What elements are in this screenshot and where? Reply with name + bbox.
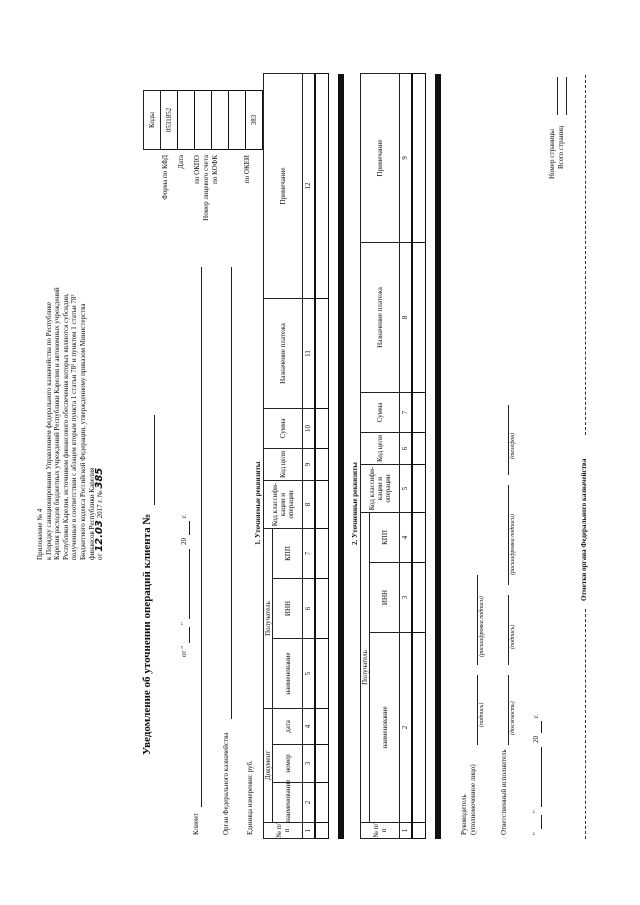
client-field[interactable] (201, 267, 202, 807)
code-label-date: Дата (177, 155, 185, 169)
treasury-field[interactable] (231, 267, 232, 719)
t1-h-kosgu: Код классифи-кации и операции (264, 481, 303, 529)
code-kfd[interactable]: 0531852 (161, 91, 178, 150)
t2-cell[interactable] (412, 633, 426, 823)
head-label: Руководитель (460, 794, 468, 835)
t1-cell[interactable] (315, 529, 329, 579)
t2-colnum: 1 (400, 823, 412, 839)
executor-dolzhnost-caption: (должность) (510, 701, 516, 735)
head-name-line[interactable] (477, 575, 478, 665)
t1-h-document: Документ (264, 709, 273, 823)
t1-h-doc-date: дата (273, 709, 303, 745)
appendix-line: полученные в соответствии с абзацем вторым пункта 1 статьи 78¹ и пунктом 1 статьи 78² (70, 294, 79, 560)
t1-h-purpose: Назначение платежа (264, 299, 303, 409)
total-pages-label: Всего страниц (557, 125, 565, 169)
marks-dash-left (585, 609, 586, 839)
codes-header: Коды (144, 91, 161, 150)
head-sublabel: (уполномоченное лицо) (469, 764, 477, 835)
executor-podpis-caption: (подпись) (510, 624, 516, 649)
t1-colnum: 2 (303, 783, 315, 823)
t2-cell[interactable] (412, 465, 426, 513)
t1-h-sum: Сумма (264, 409, 303, 449)
date-day-line (189, 627, 190, 643)
t2-cell[interactable] (412, 243, 426, 393)
t2-h-num: № п/п (361, 823, 400, 839)
total-pages-line[interactable] (566, 77, 567, 115)
code-label-account: Номер лицевого счета (202, 155, 210, 221)
t2-colnum: 3 (400, 563, 412, 633)
t1-h-num: № п/п (264, 823, 303, 839)
appendix-line: финансов Республики Карелия (87, 467, 96, 560)
sign-date-year-line[interactable] (541, 721, 542, 733)
t1-cell[interactable] (315, 409, 329, 449)
t2-h-kosgu: Код классифи-кации и операции (361, 465, 400, 513)
t2-h-rec-name: наименование (370, 633, 400, 823)
sign-date-g: г. (532, 714, 540, 718)
t1-colnum: 8 (303, 481, 315, 529)
t2-colnum: 5 (400, 465, 412, 513)
date-year: 20 (180, 538, 188, 545)
t1-h-rec-name: наименование (273, 639, 303, 709)
code-label-kofk: по КОФК (211, 155, 219, 184)
t1-cell[interactable] (315, 74, 329, 299)
head-podpis-caption: (подпись) (479, 702, 485, 727)
page-number-label: Номер страницы (548, 128, 556, 179)
t1-cell[interactable] (315, 709, 329, 745)
executor-signature-line[interactable] (508, 595, 509, 665)
table2-bold-rule (435, 74, 441, 839)
document-title: Уведомление об уточнении операций клиента № (141, 513, 153, 755)
date-quote: " (180, 622, 188, 625)
order-from: от (96, 553, 105, 560)
code-label-kfd: Форма по КФД (161, 155, 169, 200)
head-rasshifrovka-caption: (расшифровка подписи) (479, 596, 485, 657)
marks-dash-right (585, 75, 586, 435)
appendix-line: Республики Карелия, источником финансового обеспечения которых являются субсидии, (61, 293, 70, 560)
code-kofk[interactable] (212, 91, 229, 150)
code-okei[interactable]: 383 (246, 91, 263, 150)
t2-h-note: Примечание (361, 74, 400, 243)
code-label-okei: по ОКЕИ (243, 155, 251, 184)
code-okpo[interactable] (195, 91, 212, 150)
t2-cell[interactable] (412, 513, 426, 563)
table1-caption: 1. Уточняемые реквизиты (254, 461, 262, 545)
t1-colnum: 3 (303, 745, 315, 783)
t2-cell[interactable] (412, 823, 426, 839)
appendix-line: Карелия расходов бюджетных учреждений Республики Карелия и автономных учреждений (53, 287, 62, 560)
t2-colnum: 6 (400, 433, 412, 465)
t1-cell[interactable] (315, 823, 329, 839)
t1-cell[interactable] (315, 481, 329, 529)
t2-cell[interactable] (412, 74, 426, 243)
t2-h-purpose: Назначение платежа (361, 243, 400, 393)
appendix-header (36, 260, 105, 560)
t1-h-goal: Код цели (264, 449, 303, 481)
appendix-line: к Порядку санкционирования Управлением федерального казначейства по Республике (44, 302, 53, 560)
t1-cell[interactable] (315, 783, 329, 823)
treasury-label: Орган Федерального казначейства (222, 732, 230, 835)
t1-h-inn: ИНН (273, 579, 303, 639)
client-label: Клиент (192, 813, 200, 835)
date-ot: от " (180, 645, 188, 657)
t1-cell[interactable] (315, 579, 329, 639)
table1-bold-rule (338, 74, 344, 839)
table2 (360, 73, 426, 839)
executor-phone-line[interactable] (508, 405, 509, 475)
t1-colnum: 6 (303, 579, 315, 639)
sign-date-day-line[interactable] (541, 815, 542, 829)
t1-h-doc-number: номер (273, 745, 303, 783)
t2-cell[interactable] (412, 563, 426, 633)
t1-colnum: 12 (303, 74, 315, 299)
t2-h-inn: ИНН (370, 563, 400, 633)
t2-colnum: 2 (400, 633, 412, 823)
date-month-line (189, 549, 190, 619)
order-date-handwritten: 12.03 (94, 520, 106, 552)
appendix-line: Бюджетного кодекса Российской Федерации, утвержденному приказом Министерства (78, 303, 87, 560)
unit-label: Единица измерения: руб. (246, 760, 254, 835)
appendix-line: Приложение № 4 (36, 508, 44, 560)
executor-rasshifrovka-caption: (расшифровка подписи) (510, 514, 516, 575)
sign-date-month-line[interactable] (541, 747, 542, 807)
t1-cell[interactable] (315, 299, 329, 409)
t1-colnum: 7 (303, 529, 315, 579)
table1 (263, 73, 329, 839)
t2-colnum: 4 (400, 513, 412, 563)
executor-name-line[interactable] (508, 485, 509, 585)
order-line (96, 260, 105, 560)
t2-h-kpp: КПП (370, 513, 400, 563)
t1-colnum: 5 (303, 639, 315, 709)
executor-position-line[interactable] (508, 675, 509, 745)
date-g: г. (180, 514, 188, 518)
title-number-line (154, 415, 155, 505)
t1-h-recipient: Получатель (264, 529, 273, 709)
code-label-okpo: по ОКПО (193, 155, 201, 184)
t1-colnum: 11 (303, 299, 315, 409)
t1-colnum: 4 (303, 709, 315, 745)
t1-cell[interactable] (315, 449, 329, 481)
t1-colnum: 1 (303, 823, 315, 839)
code-date[interactable] (178, 91, 195, 150)
t2-cell[interactable] (412, 433, 426, 465)
t2-colnum: 8 (400, 243, 412, 393)
t2-h-sum: Сумма (361, 393, 400, 433)
t2-h-goal: Код цели (361, 433, 400, 465)
t1-colnum: 10 (303, 409, 315, 449)
sign-date-quote-close: " (532, 810, 540, 813)
t1-h-kpp: КПП (273, 529, 303, 579)
code-empty[interactable] (229, 91, 246, 150)
order-year: 2017 г. № (96, 490, 105, 519)
t2-h-recipient: Получатель (361, 513, 370, 823)
t1-h-doc-name: наименование (273, 783, 303, 823)
order-number-handwritten: 385 (94, 467, 106, 489)
t2-colnum: 7 (400, 393, 412, 433)
sign-date-year: 20 (532, 736, 540, 743)
sign-date-quote-open: " (532, 832, 540, 835)
t1-cell[interactable] (315, 639, 329, 709)
date-year-line (189, 521, 190, 535)
executor-label: Ответственный исполнитель (500, 749, 508, 835)
t1-cell[interactable] (315, 745, 329, 783)
t2-colnum: 9 (400, 74, 412, 243)
t1-colnum: 9 (303, 449, 315, 481)
t1-h-note: Примечание (264, 74, 303, 299)
t2-cell[interactable] (412, 393, 426, 433)
head-signature-line[interactable] (477, 675, 478, 745)
page-number-line[interactable] (557, 77, 558, 115)
treasury-marks-label: Отметки органа Федерального казначейства (580, 458, 588, 601)
executor-telefon-caption: (телефон) (510, 432, 516, 459)
codes-table (143, 90, 263, 150)
table2-caption: 2. Уточненные реквизиты (351, 462, 359, 545)
